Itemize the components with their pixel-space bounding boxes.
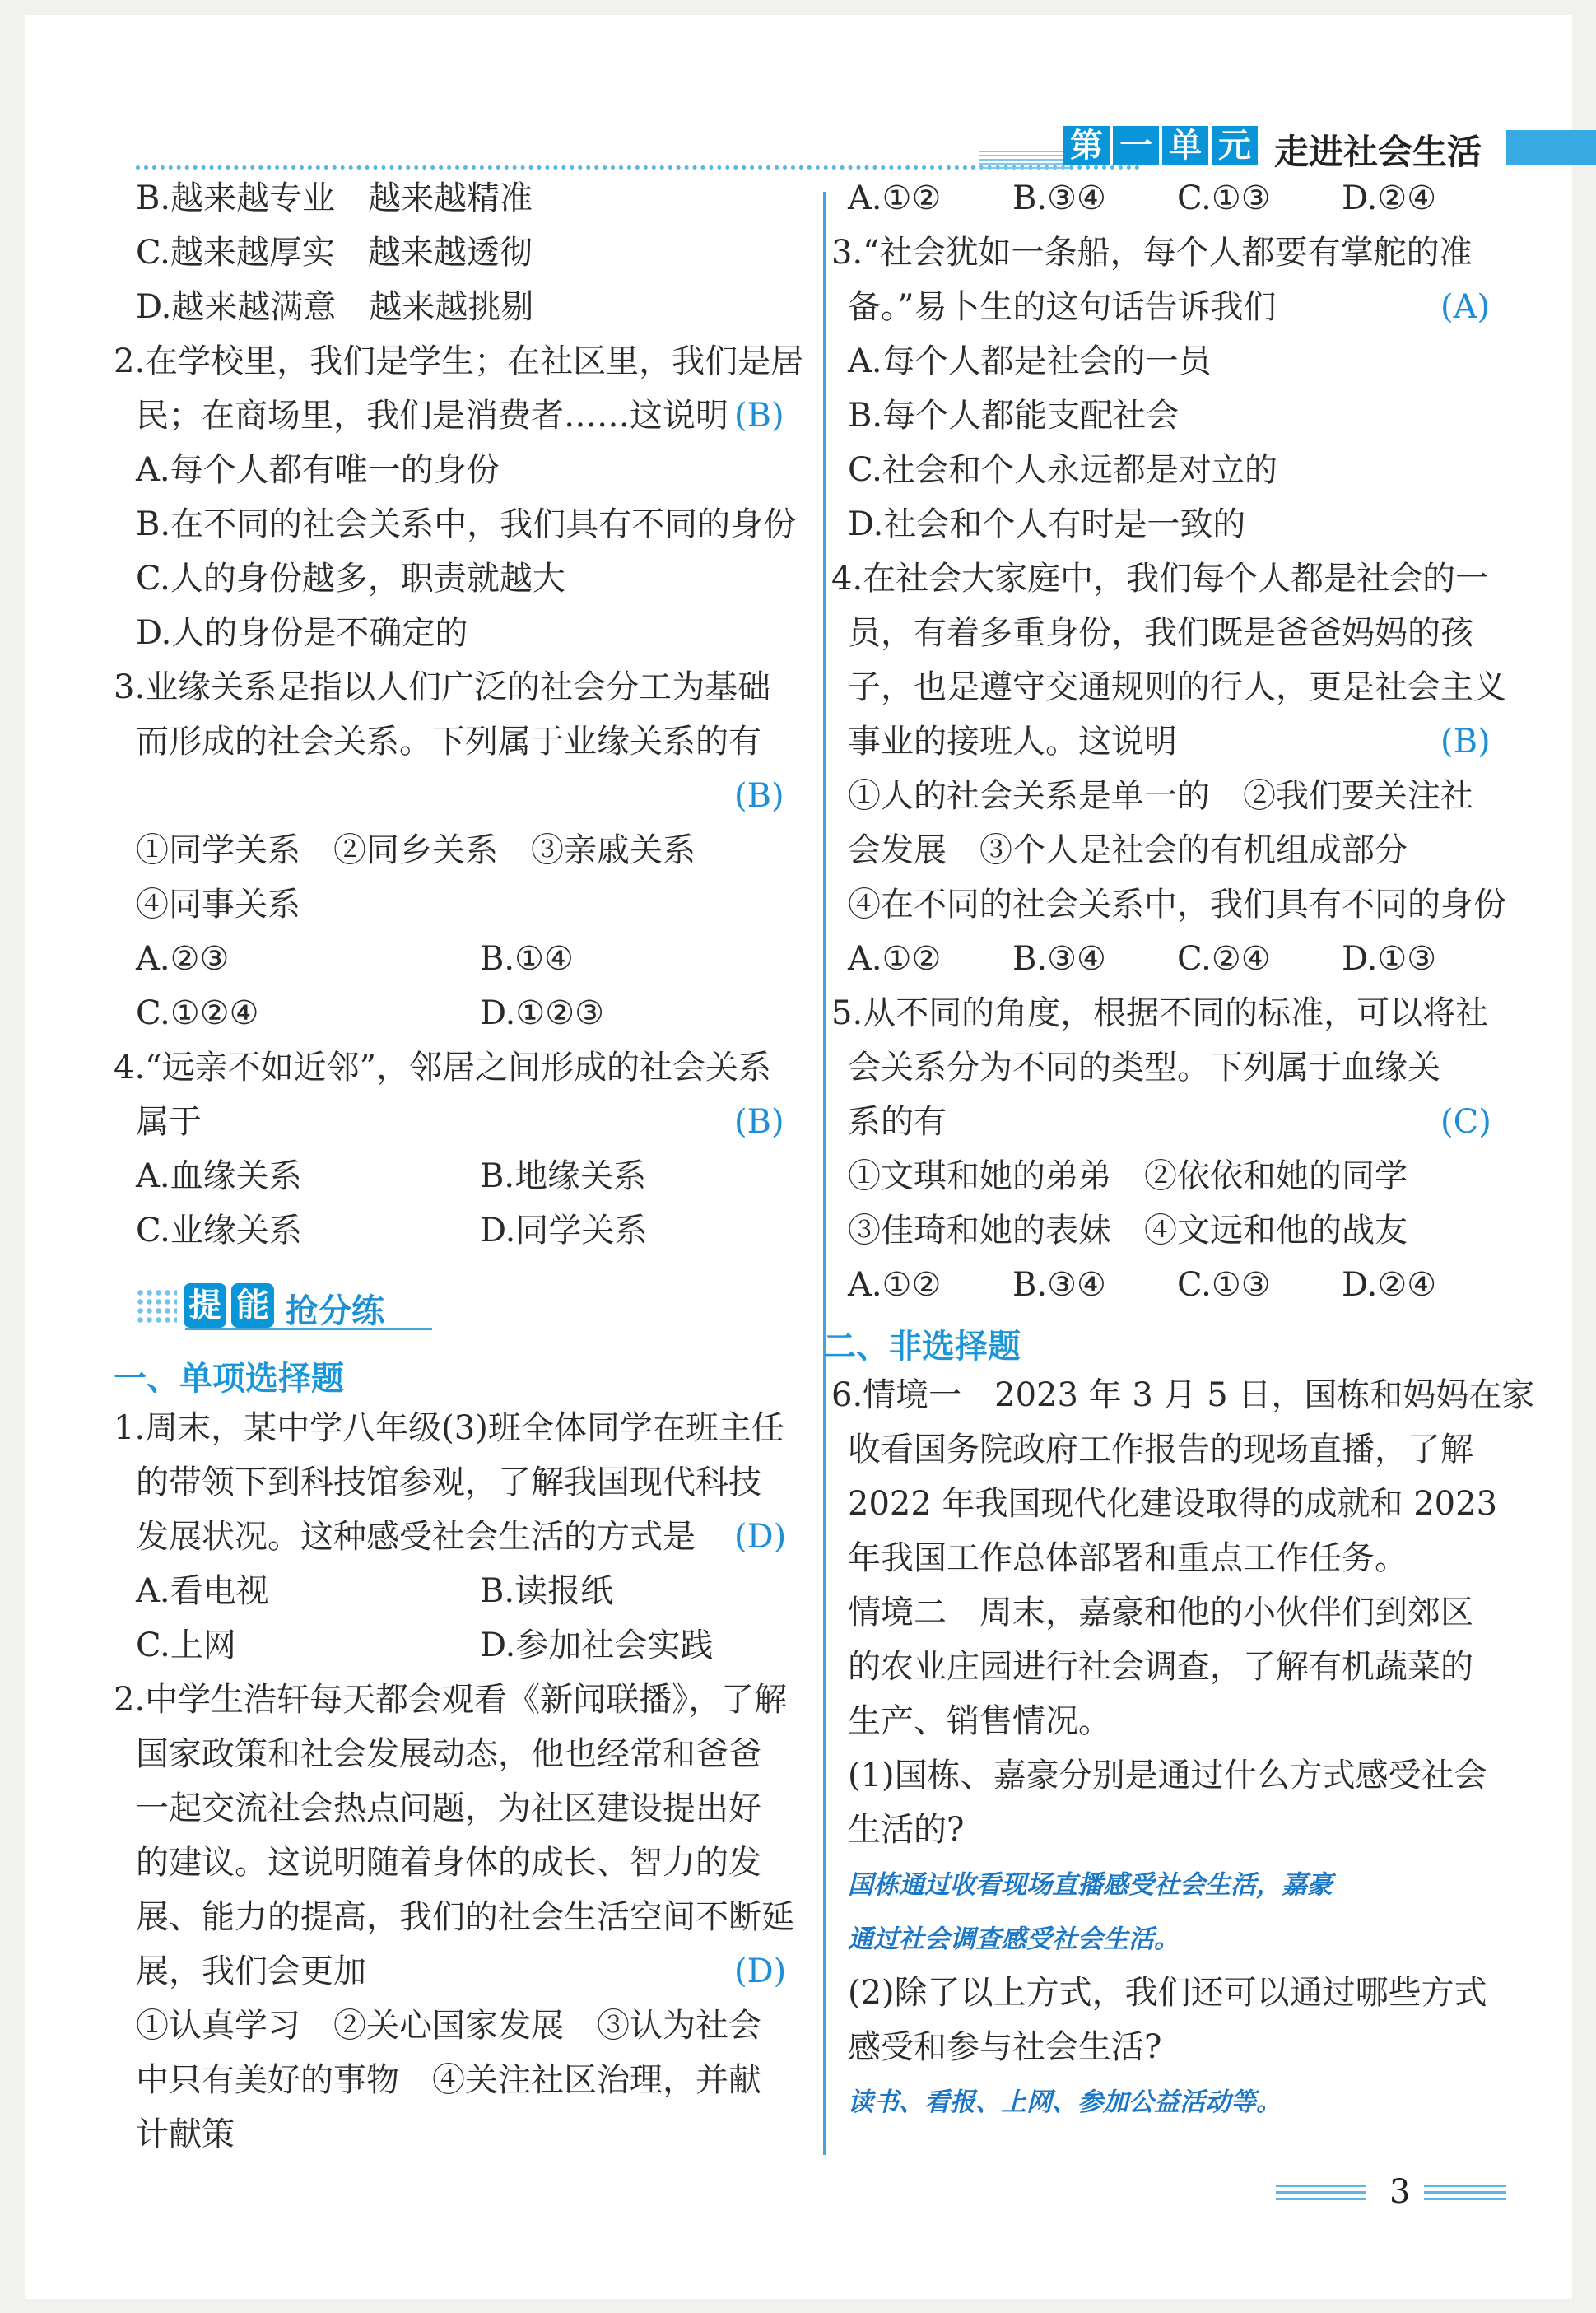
item-line: ①人的社会关系是单一的 ②我们要关注社: [848, 777, 1473, 815]
option-line: C.社会和个人永远都是对立的: [848, 451, 1277, 489]
unit-char-box: 一: [1113, 126, 1159, 165]
header-hatch-decoration: [979, 151, 1070, 169]
scene-line: 年我国工作总体部署和重点工作任务。: [848, 1539, 1408, 1577]
scene-line: 生产、销售情况。: [848, 1702, 1111, 1740]
option-line: B.越来越专业 越来越精准: [136, 179, 533, 217]
item-line: ①同学关系 ②同乡关系 ③亲戚关系: [136, 831, 696, 869]
question-line: 子，也是遵守交通规则的行人，更是社会主义: [848, 668, 1506, 706]
item-line: ④同事关系: [136, 886, 300, 924]
option-c: C.②④: [1177, 940, 1271, 978]
unit-char-box: 元: [1212, 126, 1258, 165]
option-d: D.参加社会实践: [480, 1627, 714, 1664]
question-line: 国家政策和社会发展动态，他也经常和爸爸: [136, 1735, 761, 1773]
option-line: B.在不同的社会关系中，我们具有不同的身份: [136, 505, 797, 543]
section-title: 一、单项选择题: [114, 1360, 344, 1398]
answer-mark: (C): [1440, 1103, 1491, 1141]
item-line: 会发展 ③个人是社会的有机组成部分: [848, 831, 1408, 869]
question-line: 而形成的社会关系。下列属于业缘关系的有: [136, 723, 761, 761]
option-a: A.看电视: [136, 1572, 269, 1610]
option-a: A.②③: [136, 940, 230, 978]
option-b: B.③④: [1012, 179, 1106, 217]
badge-char-box: 提: [184, 1283, 226, 1328]
scene-line: 收看国务院政府工作报告的现场直播，了解: [848, 1431, 1473, 1468]
option-line: C.人的身份越多，职责就越大: [136, 560, 565, 598]
item-line: 计献策: [136, 2115, 235, 2153]
question-line: 展、能力的提高，我们的社会生活空间不断延: [136, 1898, 794, 1936]
answer-mark: (D): [734, 1952, 787, 1990]
answer-mark: (D): [734, 1518, 787, 1556]
option-d: D.①③: [1342, 940, 1437, 978]
question-line: 4.“远亲不如近邻”，邻居之间形成的社会关系: [114, 1049, 772, 1087]
scene-line: 的农业庄园进行社会调查，了解有机蔬菜的: [848, 1648, 1473, 1686]
question-line: 会关系分为不同的类型。下列属于血缘关: [848, 1049, 1440, 1087]
option-line: D.人的身份是不确定的: [136, 614, 468, 652]
option-line: A.每个人都有唯一的身份: [136, 451, 500, 489]
answer-mark: (B): [734, 1103, 784, 1141]
subquestion-line: 生活的?: [848, 1811, 965, 1849]
header-blue-bar: [1506, 130, 1596, 165]
question-line: 展，我们会更加: [136, 1952, 366, 1990]
badge-text: 抢分练: [286, 1292, 384, 1330]
item-line: ①文琪和她的弟弟 ②依依和她的同学: [848, 1157, 1408, 1195]
option-d: D.同学关系: [480, 1212, 648, 1250]
question-line: 系的有: [848, 1103, 947, 1141]
option-d: D.①②③: [480, 994, 604, 1032]
unit-char-box: 单: [1162, 126, 1208, 165]
option-c: C.上网: [136, 1627, 236, 1664]
answer-mark: (A): [1440, 288, 1491, 326]
scene-line: 2022 年我国现代化建设取得的成就和 2023: [848, 1485, 1498, 1523]
subquestion-line: 感受和参与社会生活?: [848, 2028, 1162, 2066]
footer-lines-right: [1424, 2185, 1506, 2198]
option-line: D.社会和个人有时是一致的: [848, 505, 1246, 543]
question-line: 备。”易卜生的这句话告诉我们: [848, 288, 1277, 326]
question-line: 事业的接班人。这说明: [848, 723, 1177, 761]
answer-mark: (B): [1440, 723, 1491, 761]
option-line: C.越来越厚实 越来越透彻: [136, 234, 533, 272]
column-divider: [823, 192, 826, 2155]
question-line: 3.“社会犹如一条船，每个人都要有掌舵的准: [831, 234, 1473, 272]
option-c: C.①③: [1177, 179, 1271, 217]
question-line: 1.周末，某中学八年级(3)班全体同学在班主任: [114, 1409, 784, 1447]
option-b: B.读报纸: [480, 1572, 614, 1610]
item-line: 中只有美好的事物 ④关注社区治理，并献: [136, 2061, 761, 2099]
section-badge: [136, 1278, 432, 1336]
option-line: B.每个人都能支配社会: [848, 397, 1180, 435]
question-line: 一起交流社会热点问题，为社区建设提出好: [136, 1789, 761, 1827]
option-a: A.①②: [848, 1266, 942, 1304]
badge-dots-decoration: [136, 1288, 177, 1326]
question-line: 的带领下到科技馆参观，了解我国现代科技: [136, 1464, 761, 1501]
option-d: D.②④: [1342, 179, 1437, 217]
section-title: 二、非选择题: [823, 1328, 1021, 1366]
unit-char-box: 第: [1063, 126, 1110, 165]
option-b: B.③④: [1012, 940, 1106, 978]
option-b: B.地缘关系: [480, 1157, 647, 1195]
scene-line: 情境二 周末，嘉豪和他的小伙伴们到郊区: [848, 1594, 1473, 1631]
subquestion-line: (1)国栋、嘉豪分别是通过什么方式感受社会: [848, 1757, 1487, 1794]
option-b: B.③④: [1012, 1266, 1106, 1304]
question-line: 员，有着多重身份，我们既是爸爸妈妈的孩: [848, 614, 1473, 652]
question-line: 4.在社会大家庭中，我们每个人都是社会的一: [831, 560, 1489, 598]
answer-mark: (B): [734, 777, 784, 815]
handwritten-answer: 读书、看报、上网、参加公益活动等。: [848, 2087, 1282, 2117]
item-line: ③佳琦和她的表妹 ④文远和他的战友: [848, 1212, 1408, 1250]
option-d: D.②④: [1342, 1266, 1437, 1304]
footer-lines-left: [1276, 2185, 1366, 2198]
option-line: A.每个人都是社会的一员: [848, 342, 1212, 380]
badge-char-box: 能: [231, 1283, 274, 1328]
question-line: 发展状况。这种感受社会生活的方式是: [136, 1518, 696, 1556]
item-line: ①认真学习 ②关心国家发展 ③认为社会: [136, 2007, 761, 2045]
option-a: A.血缘关系: [136, 1157, 302, 1195]
question-line: 3.业缘关系是指以人们广泛的社会分工为基础: [114, 668, 771, 706]
header-title: 走进社会生活: [1274, 132, 1482, 172]
option-c: C.①②④: [136, 994, 259, 1032]
answer-mark: (B): [734, 397, 784, 435]
question-line: 民；在商场里，我们是消费者……这说明: [136, 397, 728, 435]
option-a: A.①②: [848, 179, 942, 217]
handwritten-answer: 国栋通过收看现场直播感受社会生活，嘉豪: [848, 1870, 1333, 1900]
option-a: A.①②: [848, 940, 942, 978]
option-line: D.越来越满意 越来越挑剔: [136, 288, 534, 326]
question-line: 2.中学生浩轩每天都会观看《新闻联播》，了解: [114, 1681, 788, 1719]
badge-underline: [185, 1328, 432, 1330]
question-line: 5.从不同的角度，根据不同的标准，可以将社: [831, 994, 1489, 1032]
option-b: B.①④: [480, 940, 574, 978]
scene-line: 6.情境一 2023 年 3 月 5 日，国栋和妈妈在家: [831, 1376, 1535, 1414]
option-c: C.①③: [1177, 1266, 1271, 1304]
question-line: 的建议。这说明随着身体的成长、智力的发: [136, 1844, 761, 1882]
question-line: 属于: [136, 1103, 202, 1141]
page: [25, 15, 1572, 2299]
item-line: ④在不同的社会关系中，我们具有不同的身份: [848, 886, 1506, 924]
page-number: 3: [1389, 2173, 1411, 2211]
option-c: C.业缘关系: [136, 1212, 302, 1250]
handwritten-answer: 通过社会调查感受社会生活。: [848, 1924, 1180, 1954]
subquestion-line: (2)除了以上方式，我们还可以通过哪些方式: [848, 1974, 1487, 2012]
question-line: 2.在学校里，我们是学生；在社区里，我们是居: [114, 342, 804, 380]
